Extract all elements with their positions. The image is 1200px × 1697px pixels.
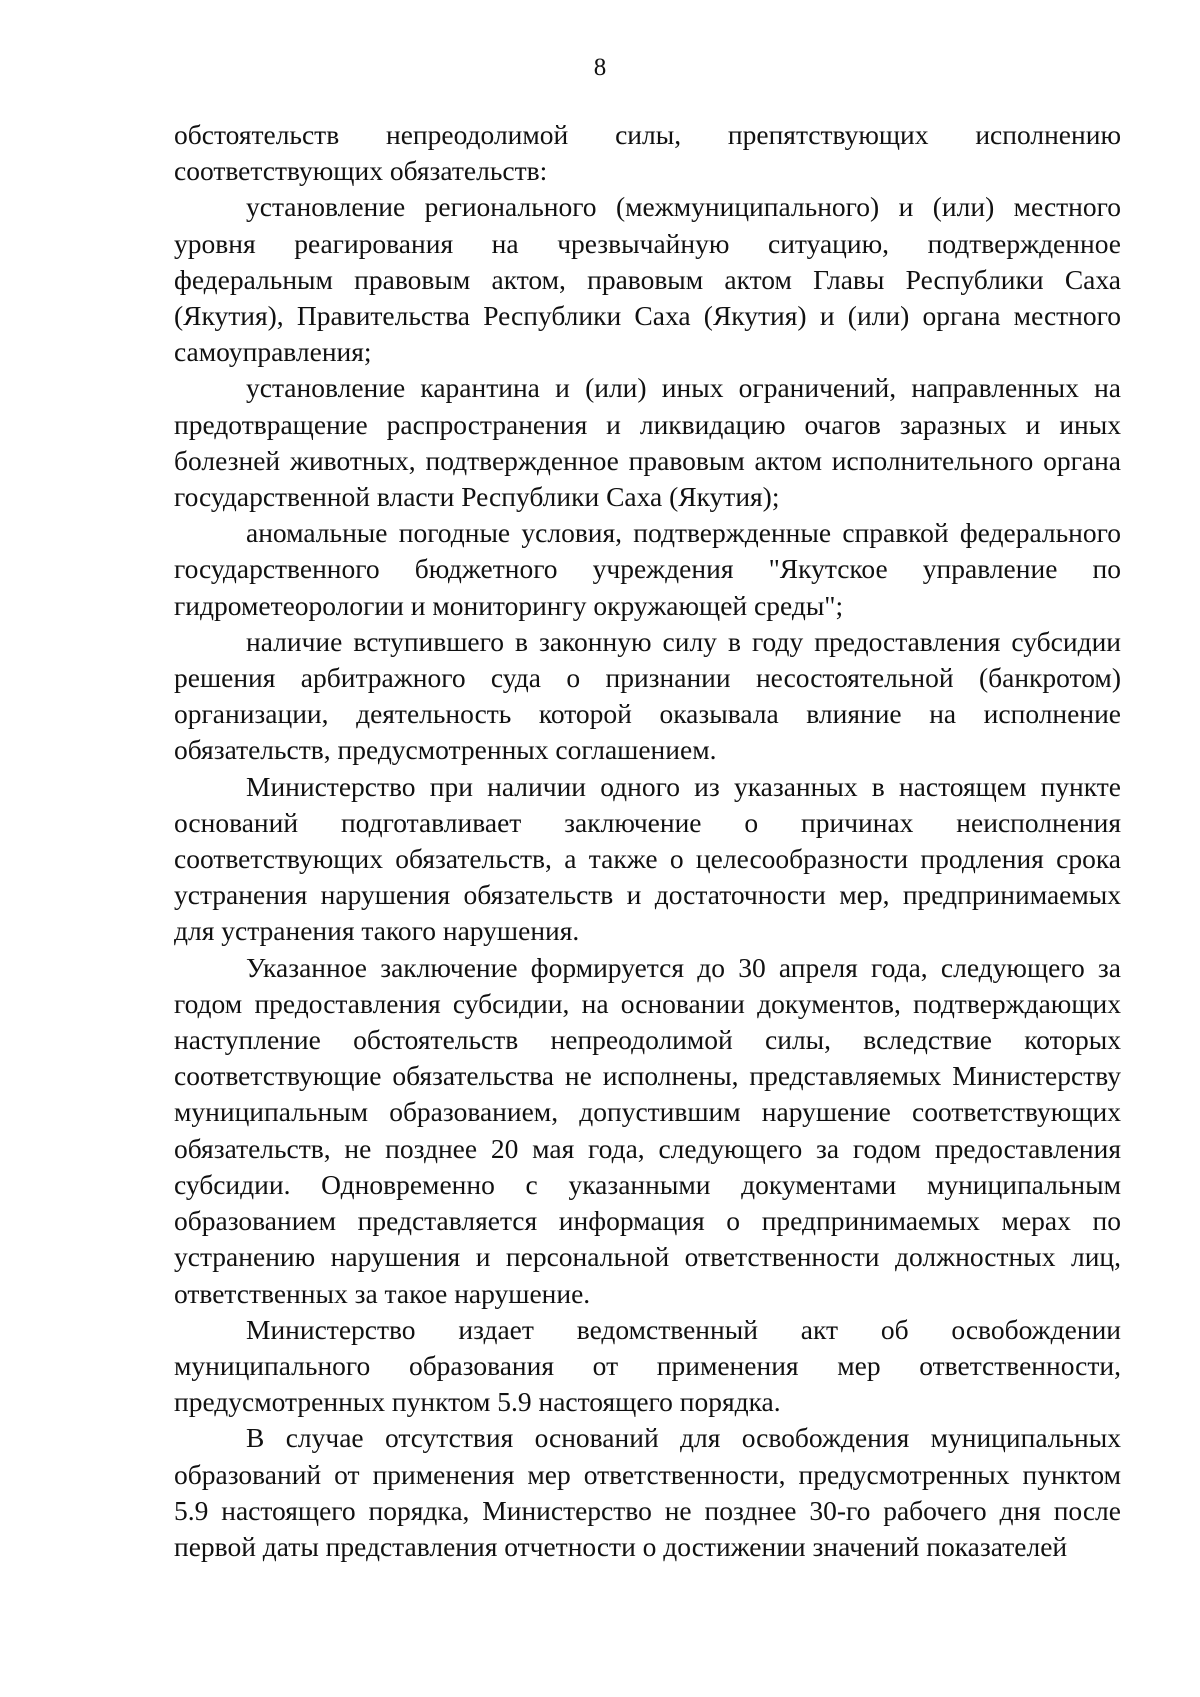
paragraph: установление регионального (межмуниципального) и (или) местного уровня реагирования на чрезвычайную ситуацию, подтвержденное федеральным правовым актом, правовым актом Главы Республики Саха (Якутия), Правительства Республики Саха (Якутия) и (или) органа местного самоуправления; <box>174 191 1121 368</box>
paragraph: установление карантина и (или) иных ограничений, направленных на предотвращение распространения и ликвидацию очагов заразных и иных болезней животных, подтвержденное правовым актом исполнительного органа государственной власти Республики Саха (Якутия); <box>174 372 1121 513</box>
paragraph: аномальные погодные условия, подтвержденные справкой федерального государственного бюджетного учреждения "Якутское управление по гидрометеорологии и мониторингу окружающей среды"; <box>174 517 1121 621</box>
paragraph: обстоятельств непреодолимой силы, препятствующих исполнению соответствующих обязательств: <box>174 119 1121 187</box>
paragraph: Министерство при наличии одного из указанных в настоящем пункте оснований подготавливает заключение о причинах неисполнения соответствующих обязательств, а также о целесообразности продления срока устранения нарушения обязательств и достаточности мер, предпринимаемых для устранения такого нарушения. <box>174 770 1121 947</box>
page-number: 8 <box>593 54 607 81</box>
document-body <box>174 117 1121 1565</box>
paragraph: Указанное заключение формируется до 30 апреля года, следующего за годом предоставления субсидии, на основании документов, подтверждающих наступление обстоятельств непреодолимой силы, вследствие которых соответствующие обязательства не исполнены, представляемых Министерству муниципальным образованием, допустившим нарушение соответствующих обязательств, не позднее 20 мая года, следующего за годом предоставления субсидии. Одновременно с указанными документами муниципальным образованием представляется информация о предпринимаемых мерах по устранению нарушения и персональной ответственности должностных лиц, ответственных за такое нарушение. <box>174 951 1121 1309</box>
paragraph: наличие вступившего в законную силу в году предоставления субсидии решения арбитражного суда о признании несостоятельной (банкротом) организации, деятельность которой оказывала влияние на исполнение обязательств, предусмотренных соглашением. <box>174 625 1121 766</box>
paragraph: Министерство издает ведомственный акт об освобождении муниципального образования от применения мер ответственности, предусмотренных пунктом 5.9 настоящего порядка. <box>174 1313 1121 1418</box>
paragraph: В случае отсутствия оснований для освобождения муниципальных образований от применения мер ответственности, предусмотренных пунктом 5.9 настоящего порядка, Министерство не позднее 30-го рабочего дня после первой даты представления отчетности о достижении значений показателей <box>174 1422 1121 1562</box>
